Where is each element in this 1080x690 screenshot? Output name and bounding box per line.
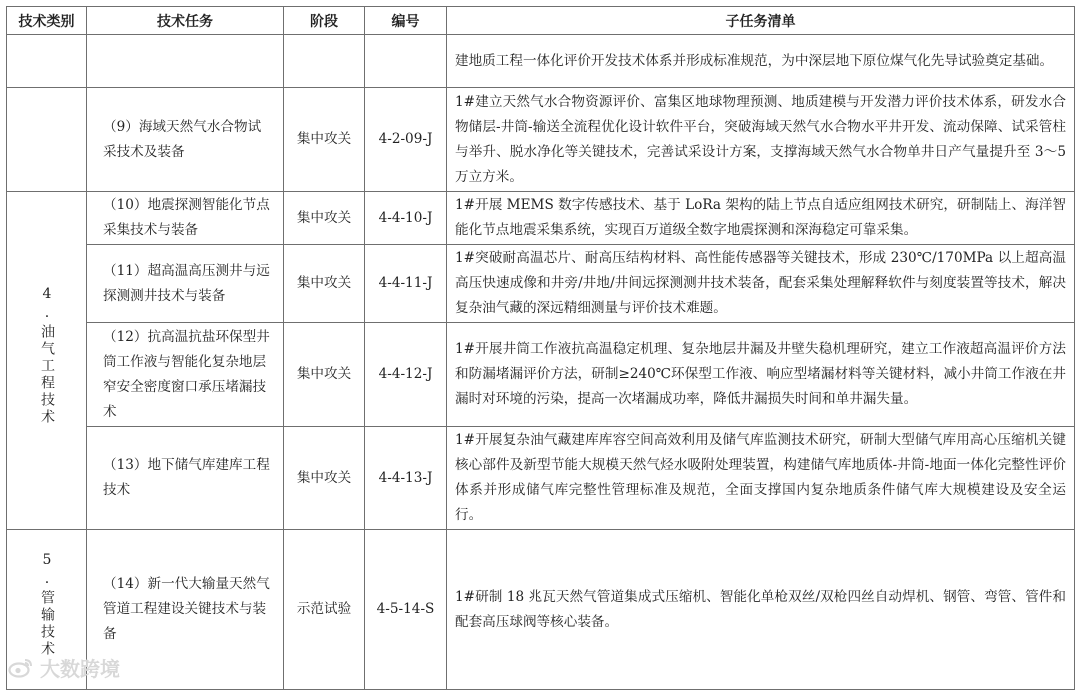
- code-cell: 4-4-12-J: [365, 323, 447, 427]
- code-cell: 4-4-11-J: [365, 245, 447, 323]
- table-header-row: [7, 7, 1075, 35]
- subtask-cell: 建地质工程一体化评价开发技术体系并形成标准规范，为中深层地下原位煤气化先导试验奠定基础。: [447, 35, 1075, 88]
- task-cell: （12）抗高温抗盐环保型井筒工作液与智能化复杂地层窄安全密度窗口承压堵漏技术: [87, 323, 284, 427]
- category-label: 4.油气工程技术: [39, 286, 55, 426]
- task-cell: （10）地震探测智能化节点采集技术与装备: [87, 192, 284, 245]
- watermark: [8, 653, 120, 682]
- header-subtasks: 子任务清单: [447, 7, 1075, 35]
- code-cell: 4-4-10-J: [365, 192, 447, 245]
- code-cell: [365, 35, 447, 88]
- table-row: [7, 323, 1075, 427]
- task-table: [6, 6, 1075, 690]
- category-oil-gas-engineering: [7, 192, 87, 530]
- stage-cell: 集中攻关: [284, 427, 365, 530]
- table-row: [7, 530, 1075, 690]
- task-cell: （13）地下储气库建库工程技术: [87, 427, 284, 530]
- header-category: 技术类别: [7, 7, 87, 35]
- category-cell-continued: [7, 35, 87, 88]
- task-cell: [87, 35, 284, 88]
- stage-cell: 集中攻关: [284, 245, 365, 323]
- stage-cell: [284, 35, 365, 88]
- table-row: [7, 35, 1075, 88]
- header-task: 技术任务: [87, 7, 284, 35]
- code-cell: 4-4-13-J: [365, 427, 447, 530]
- table-row: [7, 192, 1075, 245]
- task-cell: （14）新一代大输量天然气管道工程建设关键技术与装备: [87, 530, 284, 690]
- code-cell: 4-2-09-J: [365, 88, 447, 192]
- code-cell: 4-5-14-S: [365, 530, 447, 690]
- category-label: 5.管输技术: [39, 552, 55, 658]
- subtask-cell: 1#突破耐高温芯片、耐高压结构材料、高性能传感器等关键技术，形成 230℃/170MPa 以上超高温高压快速成像和井旁/井地/井间远探测测井技术装备，配套采集处理解释软件与刻度装置等技术，解决复杂油气藏的深远精细测量与评价技术难题。: [447, 245, 1075, 323]
- stage-cell: 集中攻关: [284, 192, 365, 245]
- header-stage: 阶段: [284, 7, 365, 35]
- subtask-cell: 1#研制 18 兆瓦天然气管道集成式压缩机、智能化单枪双丝/双枪四丝自动焊机、钢管、弯管、管件和配套高压球阀等核心装备。: [447, 530, 1075, 690]
- table-row: [7, 88, 1075, 192]
- subtask-cell: 1#开展 MEMS 数字传感技术、基于 LoRa 架构的陆上节点自适应组网技术研究，研制陆上、海洋智能化节点地震采集系统，实现百万道级全数字地震探测和深海稳定可靠采集。: [447, 192, 1075, 245]
- subtask-cell: 1#开展井筒工作液抗高温稳定机理、复杂地层井漏及井壁失稳机理研究，建立工作液超高温评价方法和防漏堵漏评价方法，研制≥240℃环保型工作液、响应型堵漏材料等关键材料，减小井筒工作液在井漏时对环境的污染，提高一次堵漏成功率，降低井漏损失时间和单井漏失量。: [447, 323, 1075, 427]
- table-row: [7, 427, 1075, 530]
- stage-cell: 集中攻关: [284, 323, 365, 427]
- task-cell: （9）海域天然气水合物试采技术及装备: [87, 88, 284, 192]
- watermark-text: 大数跨境: [40, 657, 120, 681]
- header-code: 编号: [365, 7, 447, 35]
- task-cell: （11）超高温高压测井与远探测测井技术与装备: [87, 245, 284, 323]
- table-row: [7, 245, 1075, 323]
- stage-cell: 示范试验: [284, 530, 365, 690]
- category-cell-continued: [7, 88, 87, 192]
- weibo-logo-icon: [8, 657, 34, 679]
- subtask-cell: 1#建立天然气水合物资源评价、富集区地球物理预测、地质建模与开发潜力评价技术体系，研发水合物储层-井筒-输送全流程优化设计软件平台，突破海域天然气水合物水平井开发、流动保障、试采管柱与举升、脱水净化等关键技术，完善试采设计方案，支撑海域天然气水合物单井日产气量提升至 3～5 万立方米。: [447, 88, 1075, 192]
- stage-cell: 集中攻关: [284, 88, 365, 192]
- subtask-cell: 1#开展复杂油气藏建库库容空间高效利用及储气库监测技术研究，研制大型储气库用高心压缩机关键核心部件及新型节能大规模天然气烃水吸附处理装置，构建储气库地质体-井筒-地面一体化完整性评价体系并形成储气库完整性管理标准及规范，全面支撑国内复杂地质条件储气库大规模建设及安全运行。: [447, 427, 1075, 530]
